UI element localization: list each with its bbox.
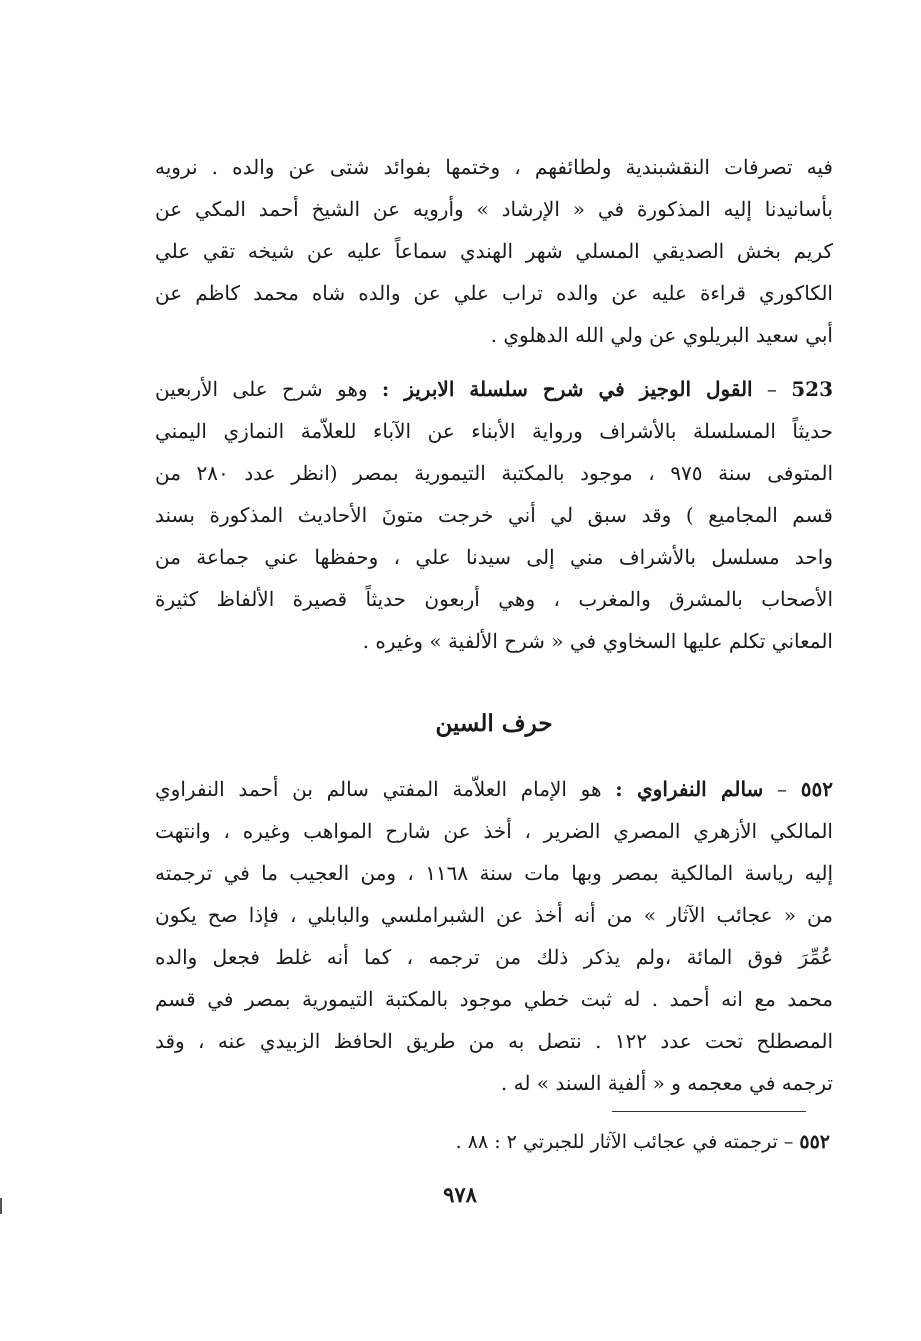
entry-dash: – <box>763 777 801 801</box>
text-line: بأسانيدنا إليه المذكورة في « الإرشاد » وأرويه عن الشيخ أحمد المكي عن <box>155 197 833 221</box>
footnote-divider <box>612 1111 806 1112</box>
entry-dash: – <box>752 377 792 401</box>
text-line: محمد مع انه أحمد . له ثبت خطي موجود بالمكتبة التيمورية بمصر في قسم <box>155 987 833 1011</box>
text-line: قسم المجاميع ) وقد سبق لي أني خرجت متونَ الأحاديث المذكورة بسند <box>155 503 833 527</box>
text-line: المصطلح تحت عدد ١٢٢ . نتصل به من طريق الحافظ الزبيدي عنه ، وقد <box>155 1029 833 1053</box>
entry-first-line <box>155 768 833 810</box>
entry-523 <box>155 368 833 662</box>
text-line: إليه رياسة المالكية بمصر وبها مات سنة ١١٦٨ ، ومن العجيب ما في ترجمته <box>155 861 833 885</box>
text-line: كريم بخش الصديقي المسلي شهر الهندي سماعاً عليه عن شيخه تقي علي <box>155 239 833 263</box>
entry-text: هو الإمام العلاّمة المفتي سالم بن أحمد النفراوي <box>155 777 616 801</box>
text-line: فيه تصرفات النقشبندية ولطائفهم ، وختمها بفوائد شتى عن والده . نرويه <box>155 155 833 179</box>
text-line: المتوفى سنة ٩٧٥ ، موجود بالمكتبة التيمورية بمصر (انظر عدد ٢٨٠ من <box>155 461 833 485</box>
text-line: أبي سعيد البريلوي عن ولي الله الدهلوي . <box>490 323 833 347</box>
footnote-text: – ترجمته في عجائب الآثار للجبرتي ٢ : ٨٨ . <box>455 1131 800 1153</box>
entry-title: سالم النفراوي : <box>615 777 764 801</box>
entry-text: وهو شرح على الأربعين <box>155 377 382 401</box>
text-line: واحد مسلسل بالأشراف مني إلى سيدنا علي ، وحفظها عني جماعة من <box>155 545 833 569</box>
entry-number: ٥٥٢ <box>800 777 833 801</box>
scan-edge-mark <box>0 1198 2 1214</box>
entry-number: 523 <box>791 377 833 401</box>
text-line: المعاني تكلم عليها السخاوي في « شرح الألفية » وغيره . <box>362 629 833 653</box>
footnote-number: ٥٥٢ <box>799 1131 830 1153</box>
entry-first-line <box>155 368 833 410</box>
page-number: ٩٧٨ <box>443 1182 477 1207</box>
entry-title: القول الوجيز في شرح سلسلة الابريز : <box>381 377 753 401</box>
text-line: الأصحاب بالمشرق والمغرب ، وهي أربعون حديثاً قصيرة الألفاظ كثيرة <box>155 587 833 611</box>
text-line: ترجمه في معجمه و « ألفية السند » له . <box>500 1071 833 1095</box>
text-line: من « عجائب الآثار » من أنه أخذ عن الشبراملسي والبابلي ، فإذا صح يكون <box>155 903 833 927</box>
footnote <box>330 1122 830 1162</box>
section-heading: حرف السين <box>435 710 553 737</box>
text-line: الكاكوري قراءة عليه عن والده تراب علي عن والده شاه محمد كاظم عن <box>155 281 833 305</box>
text-line: حديثاً المسلسلة بالأشراف ورواية الأبناء عن الآباء للعلاّمة النمازي اليمني <box>155 419 833 443</box>
entry-552 <box>155 768 833 1104</box>
text-line: عُمِّرَ فوق المائة ،ولم يذكر ذلك من ترجمه ، كما أنه غلط فجعل والده <box>155 945 833 969</box>
text-line: المالكي الأزهري المصري الضرير ، أخذ عن شارح المواهب وغيره ، وانتهت <box>155 819 833 843</box>
paragraph-intro <box>155 146 833 356</box>
